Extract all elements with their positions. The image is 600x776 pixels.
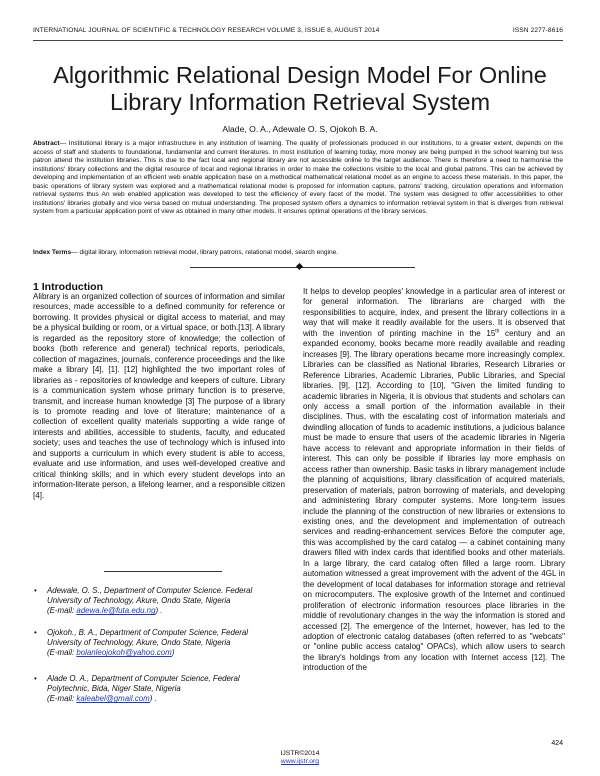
authors: Alade, O. A., Adewale O. S, Ojokoh B. A.: [222, 124, 378, 134]
superscript: th: [495, 328, 500, 335]
footnote: [34, 674, 283, 704]
right-column-body: [303, 287, 565, 674]
issn: ISSN 2277-8616: [512, 27, 563, 34]
abstract: [33, 140, 563, 217]
section-divider: [190, 265, 415, 269]
page-footer: [0, 750, 600, 766]
footnote-text: Ojokoh., B. A., Department of Computer Science, Federal University of Technology, Akure, Ondo State, Nigeria: [47, 628, 249, 648]
bullet-icon: •: [34, 586, 37, 595]
email-label: (E-mail:: [47, 694, 77, 704]
abstract-label: Abstract: [33, 140, 60, 147]
email-link[interactable]: adewa.le@futa.edu.ng: [76, 606, 156, 616]
paper-title: Algorithmic Relational Design Model For Online Library Information Retrieval System: [53, 62, 547, 115]
website-link[interactable]: www.ijstr.org: [280, 758, 320, 765]
footnote-rule: [104, 571, 222, 572]
email-link[interactable]: kaleabel@gmail.com: [76, 694, 150, 704]
section-heading: 1 Introduction: [33, 281, 103, 293]
email-label: (E-mail:: [47, 648, 77, 658]
index-terms-text: — digital library, information retrieval model, library patrons, relational model, search engine.: [71, 249, 339, 256]
copyright: IJSTR©2014: [280, 750, 320, 757]
email-end: ): [171, 648, 175, 658]
email-link[interactable]: bolanleojokoh@yahoo.com: [76, 648, 172, 658]
right-paragraph-rest: century and an expanded economy, books became more readily available and reading increases [9]. The library operations became more increasingly complex. Libraries can be classified as National libraries, Research Libraries or Reference Libraries, Academic Libraries, Public Libraries, and Special libraries. [9], [12]. According to [10], "Given the limited funding to academic libraries in Nigeria, it is obvious that students and scholars can only access a small portion of the information available in their disciplines. Thus, with the escalating cost of information materials and dwindling allocation of funds to academic institutions, a judicious balance must be made to ensure that users of the academic libraries in Nigeria have access to relevant and appropriate information in their fields of interest. This can only be possible if libraries lay more emphasis on access rather than ownership. Basic tasks in library management include the planning of acquisitions, library classification of acquired materials, preservation of materials, patron borrowing of materials, and developing and administering library computer systems. More long-term issues include the planning of the construction of new libraries or extensions to existing ones, and the development and implementation of outreach services and reading-enhancement services Before the computer age, this was accomplished by the card catalog — a cabinet containing many drawers filled with index cards that identified books and other materials. In a large library, the card catalog often filled a large room. Library automation witnessed a great improvement with the advent of the 4GL in the development of local databases for information storage and retrieval on microcomputers. The explosive growth of the Internet and continued proliferation of electronic information resources place libraries in the middle of revolutionary changes in the way the information is stored and accessed [2]. The emergence of the Internet, however, has led to the adoption of electronic catalog databases (often referred to as "webcats" or "online public access catalog" OPACs), which allow users to search the library's holdings from any location with Internet access [12]. The introduction of the: [303, 328, 565, 673]
index-terms: [33, 249, 563, 258]
page-number: 424: [551, 740, 563, 747]
left-column-body: Alibrary is an organized collection of sources of information and similar resources, made accessible to a defined community for reference or borrowing. It provides physical or digital access to material, and may be a physical building or room, or a virtual space, or both.[13]. A library is regarded as the repository store of knowledge; the collection of books (both reference and general) technical reports, periodicals, collection of magazines, journals, conference proceedings and the like make a library [4], [1]. [12] highlighted the two important roles of libraries as - repositories of knowledge and keepers of culture. Library is a communication system whose primary function is to preserve, transmit, and increase human knowledge [3] The purpose of a library is to promote reading and love of literature; maintenance of a collection of excellent quality materials supporting a wide range of interests and abilities, accessible to students, faculty, and educated society; uses and teaches the use of technology which is infused into and supports a curriculum in which every student is able to access, evaluate and use information, and uses well-developed creative and critical thinking skills; and in which every student develops into an information-literate person, a lifelong learner, and a responsible citizen [4].: [33, 292, 285, 500]
bullet-icon: •: [34, 628, 37, 637]
footnote-text: Alade O. A., Department of Computer Science, Federal Polytechnic, Bida, Niger State, Nigeria: [47, 674, 240, 694]
footnote: [34, 586, 283, 616]
footnote-text: Adewale, O. S., Department of Computer Science. Federal University of Technology, Akure, Ondo State, Nigeria: [47, 586, 253, 606]
email-label: (E-mail:: [47, 606, 77, 616]
running-header: [33, 27, 563, 39]
email-end: ) .: [155, 606, 163, 616]
bullet-icon: •: [34, 674, 37, 683]
footnote: [34, 628, 283, 658]
diamond-icon: [296, 263, 303, 270]
index-terms-label: Index Terms: [33, 249, 72, 256]
journal-name: INTERNATIONAL JOURNAL OF SCIENTIFIC & TECHNOLOGY RESEARCH VOLUME 3, ISSUE 8, AUGUST 2014: [33, 27, 380, 34]
abstract-text: — Institutional library is a major infrastructure in any institution of learning. The quality of professionals produced in our institutions, to a greater extent, depends on the access of staff and students to foundational, fundamental and current literatures. In most institution of learning today, more money are being pumped in the school learning but less patron attend the institution libraries. This is due to the fact local and regional library are not accessible online to the target audience. There is therefore a need to harmonise the institutions' library collections and the digital resource of local and regional libraries in order to make the collections visible to the local and global patrons. This can be achieved by developing and implementation of an efficient web enable application base on a methodical mathematical relational model as an engine to access these materials. In this paper, the basic operations of library system was explored and a mathematical relational model is proposed for information capture, patrons' tracking, circulation operations and information retrieval systems thus An web enabled application was developed to test the efficiency of every facet of the model. The system was designed to offer accessibilities to other institutions' libraries globally and vice versa based on mutual understanding. The proposed system offers a dynamics to information retrieval system in that is diverges from retrieval system from a particular application point of view as obtained in many other models. It ensures optimal operations of the library services.: [33, 140, 563, 216]
email-end: ) .: [149, 694, 157, 704]
right-paragraph-start: It helps to develop peoples' knowledge in a particular area of interest or for general information. The librarians are charged with the responsibilities to acquire, index, and present the library collections in a way that will make it readily available for the users. It is observed that with the invention of printing machine in the 15: [303, 287, 565, 338]
header-rule: [33, 40, 563, 41]
